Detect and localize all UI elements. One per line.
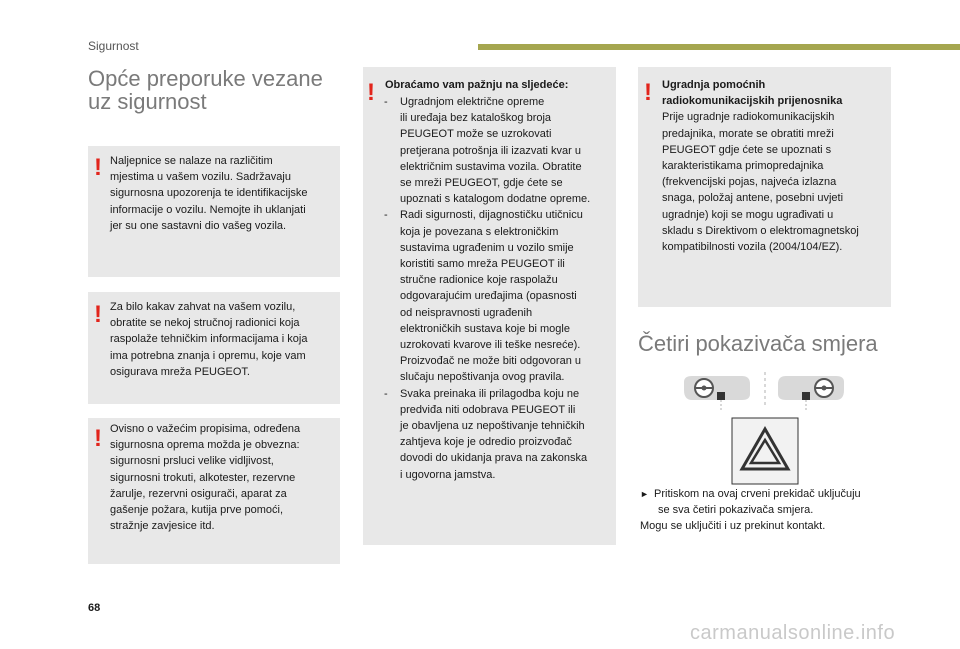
- warning-icon: !: [94, 425, 102, 452]
- text-line: se mreži PEUGEOT, gdje ćete se: [400, 177, 563, 190]
- arrow-bullet-icon: ►: [640, 489, 649, 499]
- text-line: Za bilo kakav zahvat na vašem vozilu,: [110, 301, 296, 313]
- note-title: Obraćamo vam pažnju na sljedeće:: [385, 79, 569, 91]
- text-line: i ugovorna jamstva.: [400, 468, 496, 481]
- text-line: informacije o vozilu. Nemojte ih uklanjati: [110, 203, 306, 216]
- text-line: Svaka preinaka ili prilagodba koju ne: [400, 387, 580, 400]
- text-line: stražnje zavjesice itd.: [110, 520, 215, 533]
- text-line: sustavima ugrađenim u vozilo smije: [400, 241, 574, 254]
- note-box-labels: [88, 146, 340, 277]
- note-text-service: [110, 299, 338, 380]
- hazard-illustration: [680, 368, 850, 488]
- section-title-hazard: Četiri pokazivača smjera: [638, 331, 878, 356]
- text-line: predajnika, morate se obratiti mreži: [662, 127, 834, 140]
- note-text-radio: [662, 77, 890, 255]
- note-box-attention: [363, 67, 616, 545]
- note-box-equipment: [88, 418, 340, 564]
- page-title: [88, 67, 338, 113]
- warning-icon: !: [644, 79, 652, 106]
- text-line: ima potrebna znanja i opremu, koje vam: [110, 349, 306, 362]
- text-line: upoznati s katalogom dodatne opreme.: [400, 193, 591, 206]
- text-line: PEUGEOT gdje ćete se upoznati s: [662, 143, 832, 156]
- text-line: PEUGEOT može se uzrokovati: [400, 128, 552, 141]
- text-line: (frekvencijski pojas, najveća izlazna: [662, 176, 837, 189]
- text-line: osigurava mreža PEUGEOT.: [110, 365, 250, 378]
- page-number: 68: [88, 602, 101, 614]
- header-accent-bar: [478, 44, 960, 50]
- text-line: zahtjeva koje je odredio proizvođač: [400, 436, 572, 449]
- list-item: [384, 94, 616, 207]
- instruction-note: Mogu se uključiti i uz prekinut kontakt.: [640, 520, 826, 533]
- warning-icon: !: [367, 79, 375, 106]
- text-line: Ovisno o važećim propisima, određena: [110, 423, 301, 435]
- text-line: sigurnosna oprema možda je obvezna:: [110, 439, 300, 452]
- text-line: karakteristikama primopredajnika: [662, 160, 824, 173]
- page-title-line1: Opće preporuke vezane: [88, 66, 323, 91]
- note-title-line: Ugradnja pomoćnih: [662, 79, 766, 91]
- section-label: Sigurnost: [88, 39, 139, 53]
- text-line: je obavljena uz nepoštivanje tehničkih: [400, 420, 585, 433]
- text-line: Naljepnice se nalaze na različitim: [110, 155, 273, 167]
- text-line: koristiti samo mreža PEUGEOT ili: [400, 258, 565, 271]
- text-line: mjestima u vašem vozilu. Sadržavaju: [110, 171, 291, 184]
- dash-bullet: -: [384, 96, 388, 108]
- list-item: [384, 207, 616, 385]
- watermark: carmanualsonline.info: [690, 622, 896, 644]
- text-line: stručne radionice koje raspolažu: [400, 274, 558, 287]
- text-line: uzrokovati kvarove ili teške nesreće).: [400, 339, 581, 352]
- text-line: sigurnosna upozorenja te identifikacijske: [110, 187, 308, 200]
- text-line: dovodi do ukidanja prava na zakonska: [400, 452, 588, 465]
- text-line: ili uređaja bez kataloškog broja: [400, 112, 552, 125]
- text-line: jer su one sastavni dio vašeg vozila.: [110, 219, 287, 232]
- text-line: žarulje, rezervni osigurači, aparat za: [110, 487, 287, 500]
- dash-bullet: -: [384, 387, 388, 400]
- text-line: gašenje požara, kutija prve pomoći,: [110, 504, 284, 517]
- instruction-line: [640, 486, 890, 502]
- note-box-service: [88, 292, 340, 404]
- text-line: Radi sigurnosti, dijagnostičku utičnicu: [400, 209, 583, 222]
- note-text-labels: [110, 153, 338, 234]
- warning-icon: !: [94, 154, 102, 181]
- dash-bullet: -: [384, 209, 388, 222]
- text-line: Prije ugradnje radiokomunikacijskih: [662, 111, 835, 124]
- text-line: odgovarajućim uređajima (opasnosti: [400, 290, 577, 303]
- note-box-radio: [638, 67, 891, 307]
- text-line: Ugradnjom električne opreme: [400, 96, 545, 108]
- dashboard-left-icon: [684, 376, 750, 410]
- text-line: pretjerana potrošnja ili izazvati kvar u: [400, 144, 581, 157]
- page-title-line2: uz sigurnost: [88, 89, 207, 114]
- text-line: raspolaže tehničkim informacijama i koja: [110, 333, 308, 346]
- dashboard-right-icon: [778, 376, 844, 410]
- text-line: obratite se nekoj stručnoj radionici koja: [110, 317, 300, 330]
- text-line: sigurnosni prsluci velike vidljivost,: [110, 455, 274, 468]
- instruction-line: se sva četiri pokazivača smjera.: [658, 504, 814, 517]
- text-line: predviđa niti odobrava PEUGEOT ili: [400, 403, 576, 416]
- note-text-attention: [385, 77, 615, 93]
- text-line: električnim sustavima vozila. Obratite: [400, 160, 582, 173]
- text-line: skladu s Direktivom o elektromagnetskoj: [662, 224, 859, 237]
- text-line: sigurnosni trokuti, alkotester, rezervne: [110, 471, 296, 484]
- warning-icon: !: [94, 301, 102, 328]
- hazard-switch-icon: [732, 418, 798, 484]
- text-line: od neispravnosti ugrađenih: [400, 306, 533, 319]
- text-line: snaga, položaj antene, posebni uvjeti: [662, 192, 844, 205]
- text-line: elektroničkih sustava koje bi mogle: [400, 322, 570, 335]
- text-line: slučaju nepoštivanja ovog pravila.: [400, 371, 565, 384]
- text-line: ugradnje) koji se mogu ugrađivati u: [662, 208, 834, 221]
- note-title-line: radiokomunikacijskih prijenosnika: [662, 95, 843, 108]
- attention-list: [384, 94, 616, 483]
- hazard-instruction: [640, 486, 890, 535]
- instruction-text: Pritiskom na ovaj crveni prekidač uključuju: [654, 488, 861, 500]
- list-item: [384, 386, 616, 483]
- text-line: koja je povezana s elektroničkim: [400, 225, 559, 238]
- note-text-equipment: [110, 421, 338, 534]
- text-line: Proizvođač ne može biti odgovoran u: [400, 355, 581, 368]
- text-line: kompatibilnosti vozila (2004/104/EZ).: [662, 241, 843, 254]
